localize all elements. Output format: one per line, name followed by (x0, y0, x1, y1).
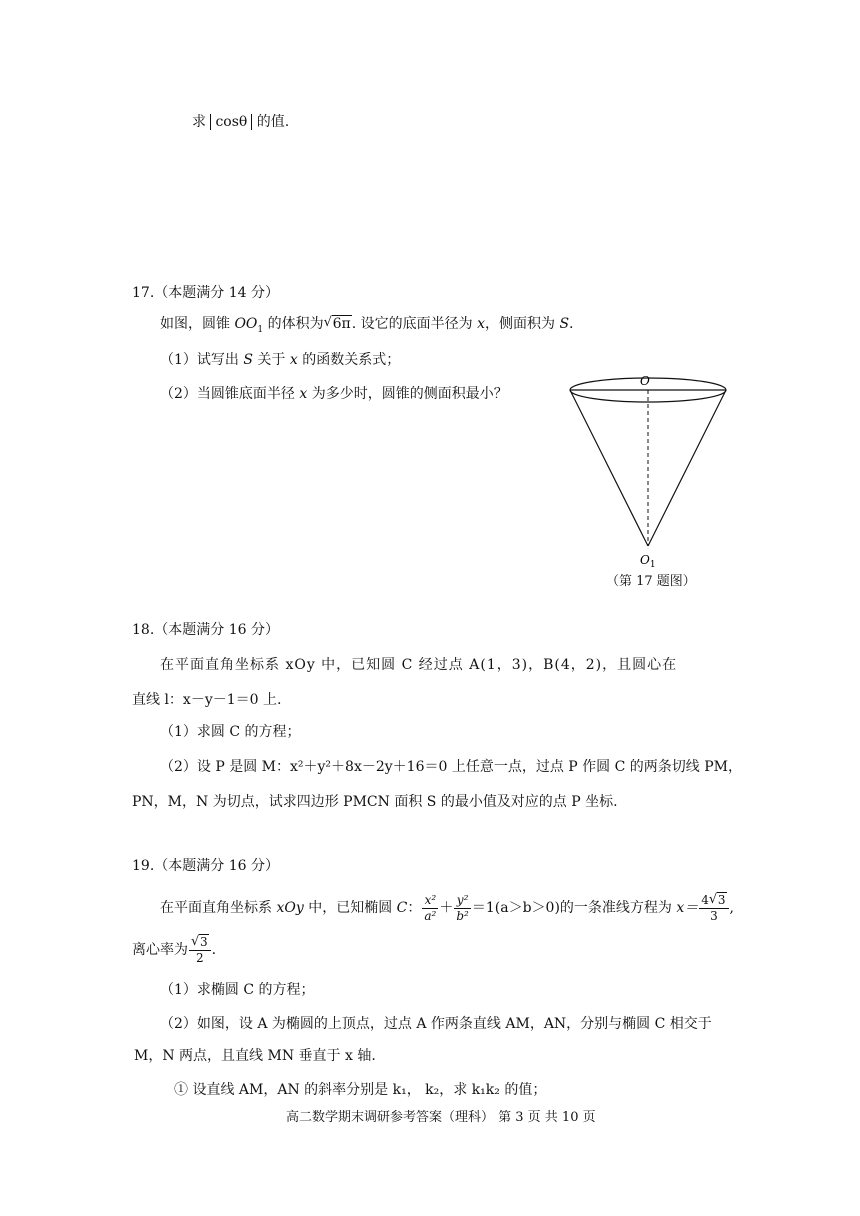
q17-p2-a: （2）当圆锥底面半径 (160, 386, 300, 402)
dir-sqrt (709, 893, 727, 908)
page-footer: 高二数学期末调研参考答案（理科） 第 3 页 共 10 页 (286, 1110, 596, 1125)
q18-header: 18.（本题满分 16 分） (132, 622, 279, 638)
cone-right-edge (648, 390, 726, 546)
top-line (192, 112, 289, 132)
q19-part2-sub1: ① 设直线 AM，AN 的斜率分别是 k₁， k₂，求 k₁k₂ 的值； (174, 1082, 547, 1098)
cone-label-o1 (640, 553, 656, 568)
frac-directrix (699, 893, 728, 924)
q17-part1 (160, 350, 400, 370)
q18-line1: 在平面直角坐标系 xOy 中，已知圆 C 经过点 A(1，3)，B(4，2)，且圆心在 (160, 657, 678, 673)
q19-l2-a: 离心率为 (132, 942, 188, 958)
q17-p2-x: x (299, 386, 308, 402)
q19-xeq: x＝ (676, 900, 699, 916)
q18-part2-line2: PN，M，N 为切点，试求四边形 PMCN 面积 S 的最小值及对应的点 P 坐标. (132, 794, 618, 810)
cone-label-o1-main: O (640, 553, 650, 567)
frac-y-over-b (454, 893, 471, 924)
q19-l1-a: 在平面直角坐标系 (160, 900, 277, 916)
dir-rad: 3 (717, 892, 726, 907)
cone-figure (560, 368, 740, 568)
q19-cond: (a＞b＞0) (494, 900, 560, 916)
frac-b-den: b² (456, 908, 469, 923)
q17-stem-d: ，侧面积为 (484, 316, 560, 332)
frac-eccentricity (189, 935, 211, 966)
q18-part1: （1）求圆 C 的方程； (160, 724, 301, 740)
frac-x-over-a (422, 893, 438, 924)
q17-p1-a: （1）试写出 (160, 352, 244, 368)
q19-part2-line2: M，N 两点，且直线 MN 垂直于 x 轴. (134, 1048, 376, 1064)
cone-label-o1-sub: 1 (649, 560, 656, 568)
cone-label-o: O (640, 374, 650, 388)
q17-p1-x: x (289, 352, 298, 368)
q17-p1-s: S (243, 352, 253, 368)
q17-var-x: x (477, 316, 485, 332)
q19-plus: ＋ (439, 900, 454, 916)
frac-x-num: x² (422, 893, 438, 909)
q17-p2-b: 为多少时，圆锥的侧面积最小？ (307, 386, 508, 402)
q19-l1-b: 中，已知椭圆 (303, 900, 397, 916)
q19-part2-line1: （2）如图，设 A 为椭圆的上顶点，过点 A 作两条直线 AM，AN，分别与椭圆 C 相交于 (160, 1016, 712, 1032)
ecc-sqrt (191, 935, 209, 950)
ecc-den: 2 (196, 950, 204, 965)
cone-left-edge (570, 390, 648, 546)
q17-cone-name: OO (234, 316, 258, 332)
q19-line1 (160, 890, 734, 926)
q17-var-s: S (559, 316, 570, 332)
q17-stem-e: . (569, 316, 574, 332)
q19-part1: （1）求椭圆 C 的方程； (160, 982, 315, 998)
q17-p1-c: 的函数关系式； (297, 352, 401, 368)
q19-l1-c: ： (407, 900, 422, 916)
q18-part2-line1: （2）设 P 是圆 M：x²＋y²＋8x－2y＋16＝0 上任意一点，过点 P 作圆 C 的两条切线 PM， (160, 759, 742, 775)
top-suffix: 的值. (256, 114, 290, 130)
q19-l2-b: . (211, 942, 217, 958)
q17-p1-b: 关于 (252, 352, 290, 368)
frac-directrix-den: 3 (710, 908, 718, 923)
ecc-num (189, 935, 211, 951)
q19-l1-d: 的一条准线方程为 (559, 900, 677, 916)
q19-eq: ＝1 (471, 900, 495, 916)
ecc-rad: 3 (200, 934, 208, 949)
dir-coef: 4 (701, 892, 709, 907)
figure-caption: （第 17 题图） (606, 574, 696, 589)
q17-stem-a: 如图，圆锥 (160, 316, 235, 332)
frac-a-den: a² (424, 908, 437, 923)
q17-volume-value: 6π (332, 316, 351, 332)
cos-theta: cosθ (215, 114, 248, 130)
q19-ellipse-c: C (396, 900, 408, 916)
q17-stem-b: 的体积为 (263, 316, 324, 332)
q17-cone-sub: 1 (257, 324, 264, 335)
q19-l1-e: , (729, 900, 734, 916)
top-prefix: 求 (192, 114, 206, 130)
q19-line2 (132, 932, 216, 968)
q17-volume (324, 314, 352, 334)
q17-part2 (160, 384, 508, 404)
q18-line2: 直线 l：x－y－1＝0 上. (132, 692, 282, 708)
q19-xoy: xOy (276, 900, 304, 916)
q17-stem (160, 314, 573, 340)
q17-header: 17.（本题满分 14 分） (132, 285, 279, 301)
frac-y-num: y² (454, 893, 471, 909)
q17-stem-c: . 设它的底面半径为 (351, 316, 478, 332)
abs-cos-theta (210, 114, 252, 130)
q19-header: 19.（本题满分 16 分） (132, 858, 279, 874)
frac-directrix-num (699, 893, 728, 909)
